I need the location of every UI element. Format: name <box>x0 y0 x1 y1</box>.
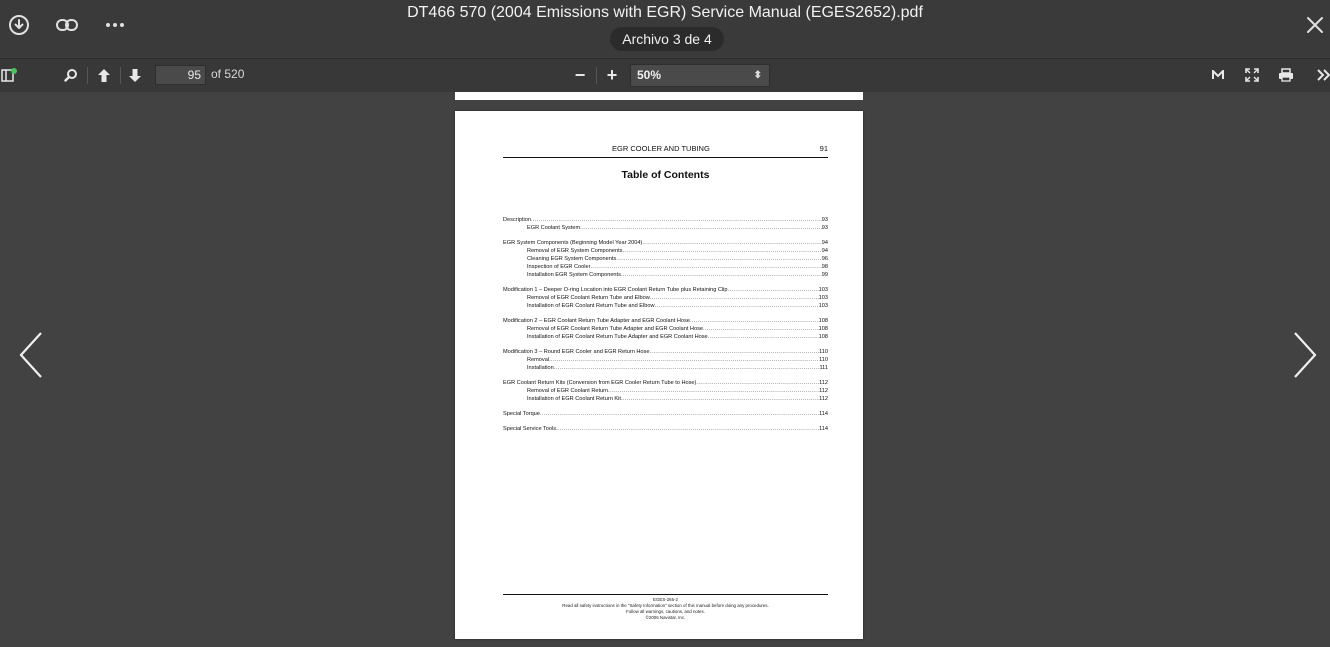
toc-entry-page: 110 <box>819 357 828 363</box>
toc-subentry[interactable] <box>503 325 828 333</box>
toc-entry-title: Installation <box>527 365 554 371</box>
toc-leader <box>642 239 821 247</box>
toc-subentry[interactable] <box>503 395 828 403</box>
toolbar-divider <box>596 67 597 84</box>
document-viewer[interactable] <box>0 92 1330 647</box>
toc-group <box>503 317 828 341</box>
page-number-input[interactable] <box>155 65 206 85</box>
toc-entry-title: Removal <box>527 357 550 363</box>
toc-entry-page: 103 <box>818 295 828 301</box>
toc-entry-page: 103 <box>818 287 828 293</box>
toc-leader <box>650 294 819 302</box>
toc-leader <box>703 325 819 333</box>
toc-entry-page: 108 <box>818 334 828 340</box>
toc-leader <box>728 286 819 294</box>
toc-entry[interactable] <box>503 425 828 433</box>
toc-entry-page: 94 <box>821 248 828 254</box>
toc-entry-page: 94 <box>821 240 828 246</box>
toc-leader <box>549 356 819 364</box>
toc-entry-title: Description <box>503 217 531 223</box>
toc-group <box>503 379 828 403</box>
footer-line: Read all safety instructions in the "Safety Information" section of this manual before doing any procedures. <box>562 603 769 608</box>
toc-entry-title: Special Torque <box>503 411 540 417</box>
toc-entry-page: 108 <box>818 326 828 332</box>
toc-leader <box>621 271 822 279</box>
toc-entry-page: 96 <box>821 256 828 262</box>
toc-group <box>503 216 828 232</box>
page-footer <box>503 597 828 621</box>
lightbox-header <box>0 0 1330 57</box>
table-of-contents <box>503 216 828 440</box>
running-title: EGR COOLER AND TUBING <box>612 144 710 153</box>
toc-entry-title: Modification 2 – EGR Coolant Return Tube Adapter and EGR Coolant Hose <box>503 318 690 324</box>
toc-entry[interactable] <box>503 239 828 247</box>
footer-line: Follow all warnings, cautions, and notes. <box>626 609 705 614</box>
toc-entry-page: 112 <box>819 396 828 402</box>
toc-entry-title: Removal of EGR Coolant Return Tube and Elbow <box>527 295 650 301</box>
toc-entry-title: Cleaning EGR System Components <box>527 256 617 262</box>
toc-entry-page: 112 <box>819 380 828 386</box>
toc-leader <box>590 263 821 271</box>
toc-entry-page: 114 <box>819 426 828 432</box>
toc-entry-page: 98 <box>821 264 828 270</box>
toc-entry-page: 111 <box>819 365 828 371</box>
toc-leader <box>580 224 822 232</box>
toc-entry-page: 112 <box>819 388 828 394</box>
toc-entry-title: Installation of EGR Coolant Return Tube Adapter and EGR Coolant Hose <box>527 334 708 340</box>
toc-entry-page: 114 <box>819 411 828 417</box>
toc-entry[interactable] <box>503 379 828 387</box>
page-number: 91 <box>819 144 828 153</box>
toc-entry-page: 108 <box>818 318 828 324</box>
previous-file-arrow-icon[interactable] <box>17 331 47 379</box>
footer-line: EGES-265-2 <box>653 597 678 602</box>
print-icon[interactable] <box>1277 64 1295 86</box>
pdf-toolbar <box>0 58 1330 93</box>
toc-entry[interactable] <box>503 286 828 294</box>
footer-rule <box>503 594 828 595</box>
toc-entry[interactable] <box>503 317 828 325</box>
toc-entry-title: Installation of EGR Coolant Return Kit <box>527 396 621 402</box>
toc-entry-title: Modification 1 – Deeper O-ring Location into EGR Coolant Return Tube plus Retaining Clip <box>503 287 728 293</box>
chevron-updown-icon: ⬍ <box>753 70 762 81</box>
next-file-arrow-icon[interactable] <box>1289 331 1319 379</box>
tools-chevron-icon[interactable] <box>1316 64 1330 86</box>
toc-entry-title: Modification 3 – Round EGR Cooler and EGR Return Hose <box>503 349 650 355</box>
toc-entry-title: Installation EGR System Components <box>527 272 621 278</box>
toc-leader <box>531 216 822 224</box>
toc-leader <box>616 255 822 263</box>
toc-entry-title: Removal of EGR Coolant Return <box>527 388 609 394</box>
toc-group <box>503 239 828 279</box>
toc-subentry[interactable] <box>503 263 828 271</box>
previous-page-icon[interactable] <box>95 64 113 86</box>
toc-subentry[interactable] <box>503 224 828 232</box>
zoom-value: 50% <box>637 68 662 82</box>
toc-subentry[interactable] <box>503 364 828 372</box>
header-rule <box>503 157 828 158</box>
presentation-mode-icon[interactable] <box>1209 64 1227 86</box>
toc-entry-title: Inspection of EGR Cooler <box>527 264 591 270</box>
toc-leader <box>556 425 819 433</box>
toc-leader <box>690 317 819 325</box>
toc-entry-title: EGR Coolant Return Kits (Conversion from EGR Cooler Return Tube to Hose) <box>503 380 697 386</box>
toc-leader <box>696 379 819 387</box>
toc-entry-page: 99 <box>821 272 828 278</box>
toc-entry-title: Installation of EGR Coolant Return Tube and Elbow <box>527 303 655 309</box>
toc-entry[interactable] <box>503 216 828 224</box>
toc-leader <box>540 410 819 418</box>
toc-subentry[interactable] <box>503 387 828 395</box>
toc-subentry[interactable] <box>503 271 828 279</box>
toc-entry-page: 93 <box>821 225 828 231</box>
close-icon[interactable] <box>1300 10 1330 40</box>
toc-subentry[interactable] <box>503 247 828 255</box>
toc-leader <box>655 302 819 310</box>
zoom-out-button[interactable]: − <box>574 64 586 85</box>
toc-entry-title: Special Service Tools <box>503 426 557 432</box>
zoom-select[interactable] <box>630 64 770 87</box>
toc-subentry[interactable] <box>503 255 828 263</box>
toc-group <box>503 286 828 310</box>
fullscreen-icon[interactable] <box>1243 64 1261 86</box>
toc-subentry[interactable] <box>503 356 828 364</box>
toc-subentry[interactable] <box>503 294 828 302</box>
toc-leader <box>554 364 820 372</box>
pdf-page <box>455 111 863 639</box>
toc-entry-page: 93 <box>821 217 828 223</box>
zoom-in-button[interactable]: + <box>606 64 618 85</box>
toc-entry[interactable] <box>503 410 828 418</box>
toc-leader <box>621 395 819 403</box>
toc-heading: Table of Contents <box>621 169 710 181</box>
toc-leader <box>608 387 819 395</box>
toc-group <box>503 425 828 433</box>
sidebar-toggle-icon[interactable] <box>0 64 18 86</box>
toc-entry[interactable] <box>503 348 828 356</box>
toc-entry-title: EGR System Components (Beginning Model Year 2004) <box>503 240 643 246</box>
toc-entry-title: EGR Coolant System <box>527 225 581 231</box>
toc-entry-title: Removal of EGR Coolant Return Tube Adapter and EGR Coolant Hose <box>527 326 703 332</box>
toc-group <box>503 348 828 372</box>
search-icon[interactable] <box>62 64 80 86</box>
toc-entry-page: 110 <box>819 349 828 355</box>
toc-subentry[interactable] <box>503 333 828 341</box>
toc-group <box>503 410 828 418</box>
toc-leader <box>622 247 821 255</box>
previous-page-edge <box>455 92 863 100</box>
toc-entry-title: Removal of EGR System Components <box>527 248 623 254</box>
next-page-icon[interactable] <box>126 64 144 86</box>
page-count: of 520 <box>211 67 245 81</box>
toolbar-divider <box>120 67 121 84</box>
toc-entry-page: 103 <box>818 303 828 309</box>
toc-subentry[interactable] <box>503 302 828 310</box>
toc-leader <box>708 333 819 341</box>
footer-line: ©2006 Navistar, Inc. <box>645 615 686 620</box>
document-title: DT466 570 (2004 Emissions with EGR) Service Manual (EGES2652).pdf <box>407 4 923 21</box>
file-indicator: Archivo 3 de 4 <box>610 27 724 51</box>
toc-leader <box>649 348 819 356</box>
toolbar-divider <box>87 67 88 84</box>
